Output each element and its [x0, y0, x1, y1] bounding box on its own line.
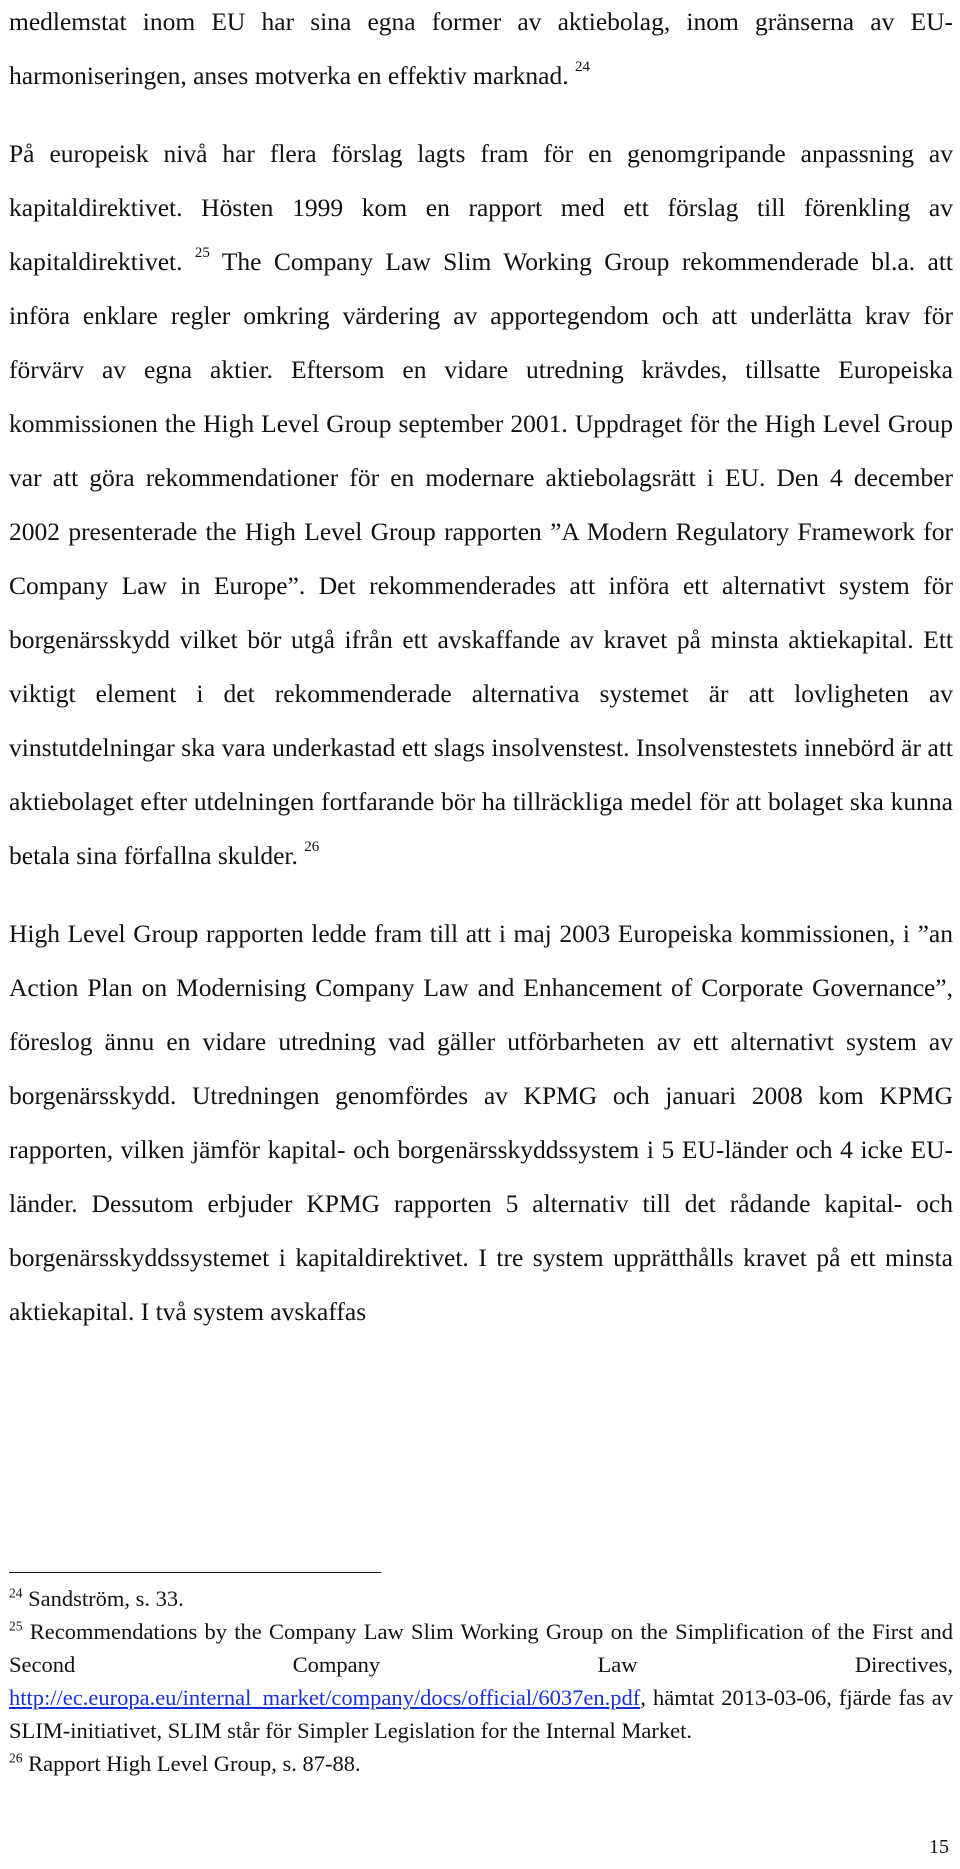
footnote-24 [9, 1582, 953, 1615]
footnote-text: Sandström, s. 33. [22, 1586, 184, 1611]
footnote-text: Rapport High Level Group, s. 87-88. [22, 1751, 361, 1776]
footnote-text: Recommendations by the Company Law Slim Working Group on the Simplification of the First and Second Company Law Directives, [9, 1619, 953, 1677]
footnote-separator [9, 1572, 381, 1573]
footnote-26 [9, 1747, 953, 1780]
paragraph-3-text: High Level Group rapporten ledde fram till att i maj 2003 Europeiska kommissionen, i ”an Action Plan on Modernising Company Law and Enhancement of Corporate Governance”, föreslog ännu en vidare utredning vad gäller utförbarheten av ett alternativt system av borgenärsskydd. Utredningen genomfördes av KPMG och januari 2008 kom KPMG rapporten, vilken jämför kapital- och borgenärsskyddssystem i 5 EU-länder och 4 icke EU-länder. Dessutom erbjuder KPMG rapporten 5 alternativ till det rådande kapital- och borgenärsskyddssystemet i kapitaldirektivet. I tre system upprätthålls kravet på ett minsta aktiekapital. I två system avskaffas [9, 919, 953, 1326]
document-page [9, 0, 953, 1339]
paragraph-3 [9, 907, 953, 1339]
paragraph-1-text: medlemstat inom EU har sina egna former av aktiebolag, inom gränserna av EU-harmoniseringen, anses motverka en effektiv marknad. [9, 7, 953, 90]
paragraph-2-text-b: The Company Law Slim Working Group rekommenderade bl.a. att införa enklare regler omkring värdering av apportegendom och att underlätta krav för förvärv av egna aktier. Eftersom en vidare utredning krävdes, tillsatte Europeiska kommissionen the High Level Group september 2001. Uppdraget för the High Level Group var att göra rekommendationer för en modernare aktiebolagsrätt i EU. Den 4 december 2002 presenterade the High Level Group rapporten ”A Modern Regulatory Framework for Company Law in Europe”. Det rekommenderades att införa ett alternativt system för borgenärsskydd vilket bör utgå ifrån ett avskaffande av kravet på minsta aktiekapital. Ett viktigt element i det rekommenderade alternativa systemet är att lovligheten av vinstutdelningar ska vara underkastad ett slags insolvenstest. Insolvenstestets innebörd är att aktiebolaget efter utdelningen fortfarande bör ha tillräckliga medel för att bolaget ska kunna betala sina förfallna skulder. [9, 247, 953, 870]
footnote-ref-26[interactable]: 26 [304, 838, 320, 855]
footnote-text-after: , hämtat 2013-03-06, fjärde fas av SLIM-initiativet, SLIM står för Simpler Legislation for the Internal Market. [9, 1685, 953, 1743]
page-number: 15 [929, 1836, 949, 1858]
footnote-ref-25[interactable]: 25 [194, 244, 210, 261]
footnote-number: 25 [9, 1618, 23, 1634]
footnote-number: 24 [9, 1585, 23, 1601]
footnote-ref-24[interactable]: 24 [575, 58, 591, 75]
footnotes [9, 1582, 953, 1780]
footnote-link[interactable]: http://ec.europa.eu/internal_market/company/docs/official/6037en.pdf [9, 1685, 641, 1710]
footnote-number: 26 [9, 1750, 23, 1766]
paragraph-2-text-a: På europeisk nivå har flera förslag lagts fram för en genomgripande anpassning av kapitaldirektivet. Hösten 1999 kom en rapport med ett förslag till förenkling av kapitaldirektivet. [9, 139, 953, 276]
paragraph-2 [9, 127, 953, 883]
footnote-25 [9, 1615, 953, 1747]
paragraph-1 [9, 0, 953, 103]
